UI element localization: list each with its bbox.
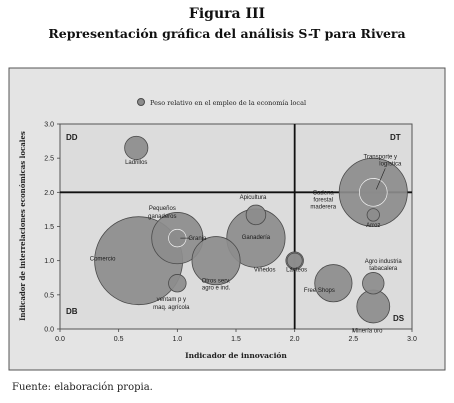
x-tick-label: 1.0 <box>172 336 183 343</box>
y-tick-label: 0.0 <box>44 326 54 334</box>
quadrant-label-top-right: DT <box>390 133 401 142</box>
bubble-label-2: Granja <box>188 236 207 243</box>
quadrant-label-bottom-left: DB <box>66 307 78 316</box>
legend-marker-icon <box>138 99 145 106</box>
x-tick-label: 0.0 <box>55 336 65 343</box>
bubble-label-10: Free Shops <box>303 288 335 295</box>
x-tick-label: 2.5 <box>348 336 359 343</box>
quadrant-label-bottom-right: DS <box>393 314 405 323</box>
x-tick-label: 0.5 <box>113 336 124 343</box>
y-axis-label: Indicador de interrelaciones económicas locales <box>18 131 27 321</box>
figure-subtitle: Representación gráfica del análisis S-T para Rivera <box>48 26 406 41</box>
bubble-label-12: Minería oro <box>352 328 383 335</box>
legend-label: Peso relativo en el empleo de la economía local <box>150 99 307 107</box>
bubble-label-9: Lácteos <box>286 267 308 274</box>
figure-source: Fuente: elaboración propia. <box>12 382 153 393</box>
y-tick-label: 2.0 <box>44 189 54 197</box>
bubble-label-7: Ganadería <box>241 235 271 242</box>
y-tick-label: 0.5 <box>44 292 54 300</box>
bubble-label-13: Cadena forestal maderera <box>310 190 337 211</box>
y-tick-label: 1.5 <box>44 224 54 231</box>
bubble-12 <box>357 290 390 323</box>
bubble-11 <box>363 272 385 294</box>
x-tick-label: 2.0 <box>289 336 300 343</box>
x-tick-label: 3.0 <box>407 336 417 343</box>
figure-title: Figura III <box>188 6 266 22</box>
bubble-4 <box>169 274 187 292</box>
bubble-6 <box>246 205 266 225</box>
y-tick-label: 2.5 <box>44 155 54 163</box>
y-tick-label: 1.0 <box>44 258 54 266</box>
quadrant-label-top-left: DD <box>66 133 78 142</box>
bubble-label-1: Pequeños ganaderos <box>148 206 177 221</box>
bubble-label-14: Transporte y logística <box>363 154 402 168</box>
bubble-15 <box>367 209 379 221</box>
bubble-label-4: ventam p y maq. agrícola <box>153 297 190 312</box>
bubble-label-6: Apicultura <box>239 194 267 201</box>
bubble-10 <box>315 265 352 302</box>
bubble-label-5: Otros serv. agro e ind. <box>201 278 231 292</box>
bubble-label-11: Agro industria tabacalera <box>364 259 402 273</box>
bubble-5 <box>192 237 240 285</box>
bubble-label-0: Ladrillos <box>125 159 148 166</box>
bubble-0 <box>125 136 148 159</box>
x-tick-label: 1.5 <box>231 336 241 343</box>
bubble-label-15: Arroz <box>366 222 381 229</box>
x-axis-label: Indicador de innovación <box>185 351 287 360</box>
bubble-8 <box>287 253 302 268</box>
bubble-label-3: Comercio <box>89 256 116 263</box>
y-tick-label: 3.0 <box>44 121 54 129</box>
bubble-label-8: Viñedos <box>253 267 276 274</box>
